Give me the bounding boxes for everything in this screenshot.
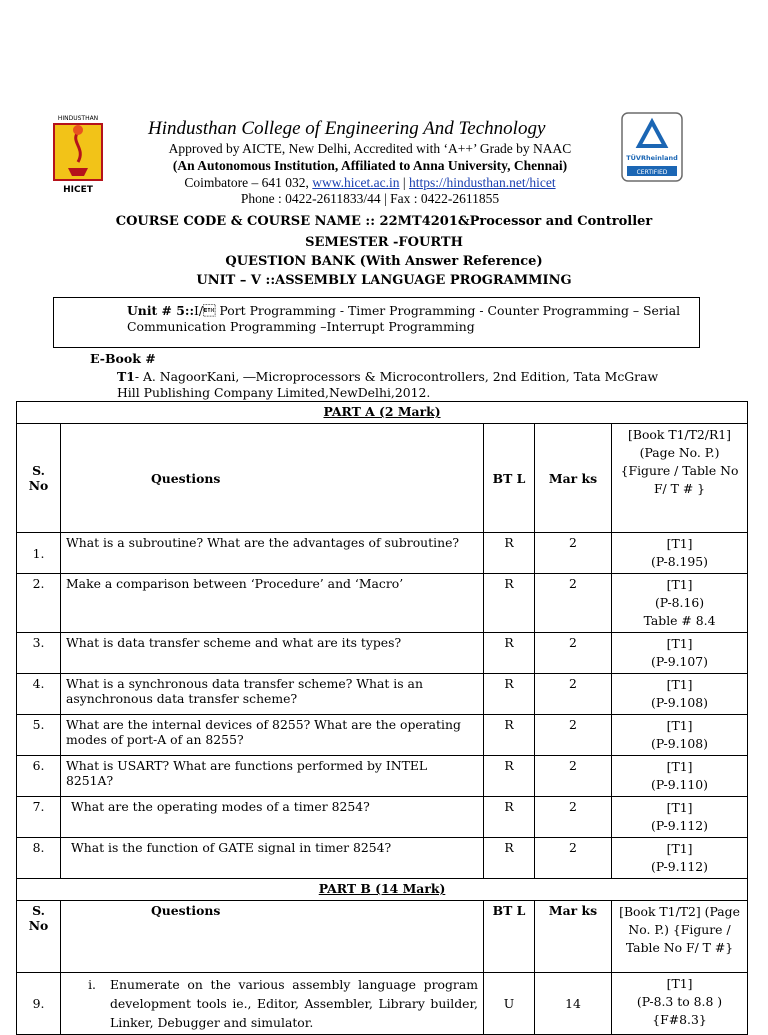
row-sno: 2. [17, 574, 61, 633]
row-sno: 1. [17, 533, 61, 574]
ebook-label: E-Book # [90, 351, 156, 366]
row-marks: 2 [535, 533, 612, 574]
ref-page: (P-8.3 to 8.8 ) [636, 994, 723, 1009]
unit-title: UNIT – V ::ASSEMBLY LANGUAGE PROGRAMMING [196, 273, 572, 288]
row-sno: 3. [17, 633, 61, 674]
col-header-questions: Questions [61, 424, 484, 533]
row-reference [612, 674, 748, 715]
semester: SEMESTER -FOURTH [305, 235, 463, 250]
letterhead [0, 108, 768, 208]
link-separator: | [399, 175, 409, 190]
row-btl: R [484, 838, 535, 879]
row-btl: R [484, 633, 535, 674]
table-row [17, 973, 748, 1035]
ref-page: (P-9.112) [651, 818, 709, 833]
row-reference [612, 973, 748, 1035]
row-btl: R [484, 574, 535, 633]
table-row [17, 797, 748, 838]
phone-line: Phone : 0422-2611833/44 | Fax : 0422-2611855 [240, 191, 500, 206]
table-row [17, 715, 748, 756]
ref-page: (P-9.110) [651, 777, 709, 792]
college-logo-icon [50, 110, 106, 196]
ref-table: Table # 8.4 [643, 613, 716, 628]
ref-book: [T1] [666, 577, 693, 592]
ebook-ref-label: T1 [117, 369, 135, 384]
row-question: What is the function of GATE signal in timer 8254? [61, 838, 484, 879]
row-marks: 2 [535, 574, 612, 633]
row-btl: R [484, 674, 535, 715]
row-sno: 6. [17, 756, 61, 797]
col-header-sno: S. No [17, 901, 61, 973]
row-question: What is data transfer scheme and what are its types? [61, 633, 484, 674]
col-header-btl: BT L [484, 901, 535, 973]
row-question: What is USART? What are functions performed by INTEL 8251A? [61, 756, 484, 797]
row-btl: R [484, 797, 535, 838]
row-reference [612, 756, 748, 797]
row-marks: 2 [535, 838, 612, 879]
row-btl: U [484, 973, 535, 1035]
ref-page: (P-8.195) [651, 554, 709, 569]
row-question: What are the internal devices of 8255? What are the operating modes of port-A of an 8255? [61, 715, 484, 756]
row-reference [612, 574, 748, 633]
approval-line: Approved by AICTE, New Delhi, Accredited with ‘A++’ Grade by NAAC [168, 141, 572, 156]
question-bank-title: QUESTION BANK (With Answer Reference) [225, 254, 543, 269]
sub-number: i. [88, 977, 96, 992]
course-code-name: COURSE CODE & COURSE NAME :: 22MT4201&Processor and Controller [115, 214, 653, 229]
row-marks: 2 [535, 797, 612, 838]
svg-text:TÜVRheinland: TÜVRheinland [626, 154, 678, 162]
svg-text:CERTIFIED: CERTIFIED [636, 169, 668, 176]
part-a-title: PART A (2 Mark) [17, 402, 748, 424]
ref-page: (P-9.108) [651, 695, 709, 710]
row-sno: 7. [17, 797, 61, 838]
col-header-questions: Questions [61, 901, 484, 973]
row-reference [612, 715, 748, 756]
col-header-marks: Mar ks [535, 424, 612, 533]
row-btl: R [484, 533, 535, 574]
col-header-btl: BT L [484, 424, 535, 533]
row-sno: 9. [17, 973, 61, 1035]
address-prefix: Coimbatore – 641 032, [184, 175, 313, 190]
ref-page: (P-9.112) [651, 859, 709, 874]
ref-book: [T1] [666, 636, 693, 651]
ref-page: (P-9.108) [651, 736, 709, 751]
ref-book: [T1] [666, 536, 693, 551]
ref-figure: {F#8.3} [652, 1012, 707, 1027]
sub-question: Enumerate on the various assembly language program development tools ie., Editor, Assembler, Library builder, Linker, Debugger and simulator. [110, 977, 478, 1030]
tuv-certified-icon [621, 112, 683, 182]
ref-page: (P-9.107) [651, 654, 709, 669]
ref-book: [T1] [666, 759, 693, 774]
table-row [17, 674, 748, 715]
svg-text:HICET: HICET [63, 185, 93, 195]
col-header-marks: Mar ks [535, 901, 612, 973]
table-row [17, 756, 748, 797]
table-row [17, 633, 748, 674]
ref-page: (P-8.16) [654, 595, 705, 610]
unit-label: Unit # 5:: [127, 303, 195, 318]
address-line [120, 175, 620, 191]
row-reference [612, 797, 748, 838]
row-marks: 2 [535, 756, 612, 797]
row-question: What is a synchronous data transfer scheme? What is an asynchronous data transfer scheme? [61, 674, 484, 715]
unit-topics: I/ Port Programming - Timer Programming - Counter Programming – Serial Communication Programming –Interrupt Programming [127, 303, 681, 334]
row-btl: R [484, 715, 535, 756]
table-row [17, 838, 748, 879]
question-table [16, 401, 748, 1035]
website-link[interactable]: www.hicet.ac.in [312, 175, 400, 190]
unit-syllabus-box [53, 297, 700, 348]
row-reference [612, 633, 748, 674]
col-header-ref: [Book T1/T2] (Page No. P.) {Figure / Table No F/ T #} [612, 901, 748, 973]
row-reference [612, 533, 748, 574]
row-question: What are the operating modes of a timer 8254? [61, 797, 484, 838]
unit-syllabus-text [127, 303, 687, 335]
ref-book: [T1] [666, 800, 693, 815]
row-reference [612, 838, 748, 879]
row-sno: 5. [17, 715, 61, 756]
row-sno: 8. [17, 838, 61, 879]
row-question [61, 973, 484, 1035]
part-b-title: PART B (14 Mark) [17, 879, 748, 901]
row-question: What is a subroutine? What are the advantages of subroutine? [61, 533, 484, 574]
row-marks: 2 [535, 633, 612, 674]
table-row [17, 533, 748, 574]
col-header-ref: [Book T1/T2/R1] (Page No. P.) {Figure / Table No F/ T # } [612, 424, 748, 533]
row-marks: 2 [535, 674, 612, 715]
row-sno: 4. [17, 674, 61, 715]
table-row [17, 574, 748, 633]
svg-text:HINDUSTHAN: HINDUSTHAN [57, 115, 99, 122]
col-header-sno: S. No [17, 424, 61, 533]
ref-book: [T1] [666, 976, 693, 991]
row-marks: 2 [535, 715, 612, 756]
ebook-reference [117, 369, 677, 401]
row-btl: R [484, 756, 535, 797]
college-name: Hindusthan College of Engineering And Technology [148, 118, 546, 139]
autonomous-line: (An Autonomous Institution, Affiliated to Anna University, Chennai) [172, 158, 568, 173]
row-marks: 14 [535, 973, 612, 1035]
row-question: Make a comparison between ‘Procedure’ and ‘Macro’ [61, 574, 484, 633]
hicet-link[interactable]: https://hindusthan.net/hicet [408, 175, 556, 190]
ref-book: [T1] [666, 718, 693, 733]
ebook-ref-text: - A. NagoorKani, ―Microprocessors & Microcontrollers, 2nd Edition, Tata McGraw Hill Publishing Company Limited,NewDelhi,2012. [117, 369, 659, 400]
ref-book: [T1] [666, 841, 693, 856]
ref-book: [T1] [666, 677, 693, 692]
